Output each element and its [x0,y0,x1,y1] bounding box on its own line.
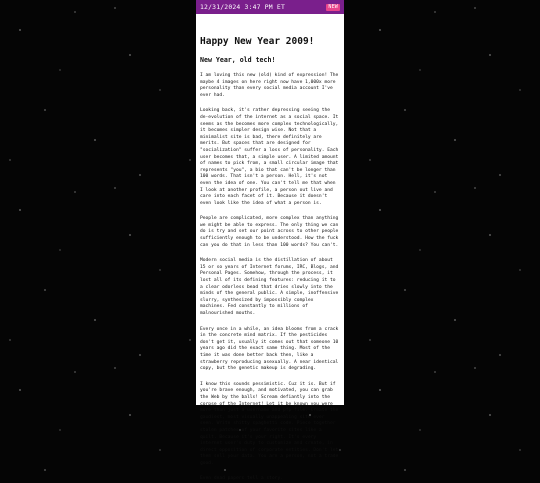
post-paragraph: I am loving this new (old) kind of expression! The maybe 4 images on here right now have 1,000x more personality than every social media account I've ever had. [200,73,339,98]
post-paragraph: People are complicated, more complex than anything we might be able to express. The only thing we can do is try and set our point across to other people sufficiently enough to be understood. How the fuck can you do that in less than 100 words? You can't. [200,216,339,248]
post-paragraph: I know this sounds pessimistic. Cuz it is. But if you're brave enough, and motivated, you can grab the Web by the balls! Scream defiantly into the corpse of the Internet! Let it be known you were more than just a username and pfp file. Create the gaudiest, most visually unappealing site ever seen. Write shitty spaghetti code. Piece together stolen patches of your favorite sites like a quilt. Because it's your right. It's every internet user's duty to customize and create, in direct opposition of corporate entities. Don't let them sell your data. You are a person, not a trade good. [200,381,339,466]
blog-panel [196,0,344,482]
post-subtitle: New Year, old tech! [200,56,276,64]
post-title: Happy New Year 2009! [200,36,315,47]
post-paragraph: Looking back, it's rather depressing seeing the de-evolution of the internet as a social space. It seems as the becomes more complex technologically, it becomes simpler design wise. Not that a minimalist site is bad, there definitely are merits. But spaces that are designed for "socialization" suffer a loss of personality. Each user becomes that, a simple user. A limited amount of names to pick from, a small circular image that represents "you", a bio that can't be longer than 100 words. That isn't a person. Hell, it's not even the idea of one. You can't tell me that when I look at another profile, a person out live and care into each facet of it. Because it doesn't even look like the idea of what a person is. [200,108,339,206]
post-paragraph: Modern social media is the distillation of about 15 or so years of Internet forums, IRC, Blogs, and Personal Pages. Somehow, through the process, it lost all of its defining features: reducing it to a clear odorless bead that dries slowly into the minds of the general public. A simple, inoffensive slurry, synthesized by impossibly complex machines. Fed constantly to millions of malnourished mouths. [200,258,339,316]
post-paragraph: Even dead papers tell a story. [200,476,283,482]
post-timestamp: 12/31/2024 3:47 PM ET [200,3,285,11]
post-content [196,14,344,483]
post-header-bar [196,0,344,14]
post-paragraph: Every once in a while, an idea blooms from a crack in the concrete mind matrix. If the pesticides don't get it, usually it comes out that someone 10 years ago did the exact same thing. Most of the time it was done better back then, like a strawberry reproducing asexually. A near identical copy, but the genetic makeup is degrading. [200,326,339,372]
new-badge: NEW [328,3,338,10]
